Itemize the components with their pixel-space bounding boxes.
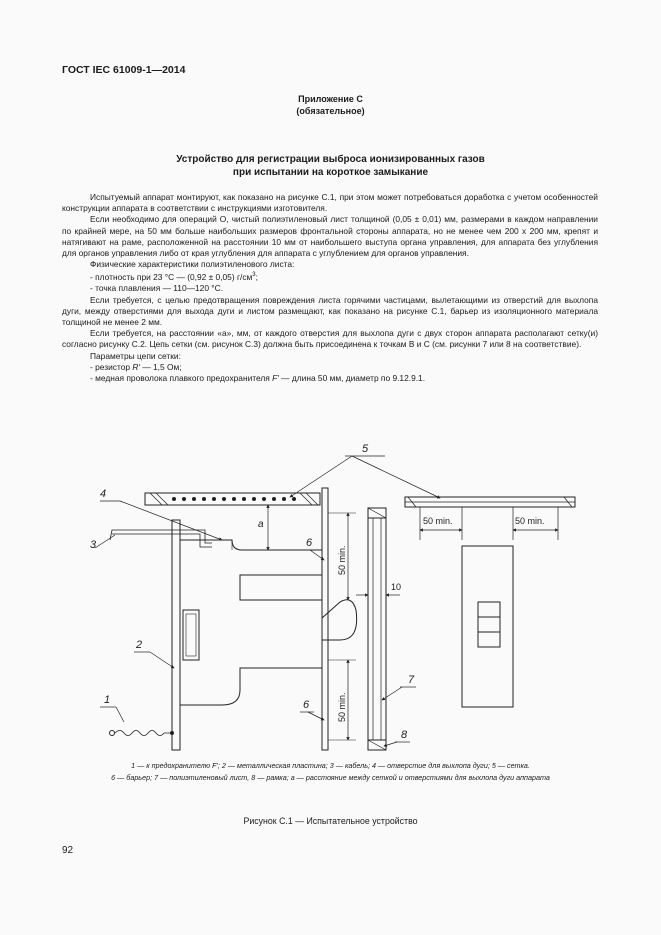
- appendix-heading: [0, 93, 661, 117]
- device-body: [180, 540, 322, 705]
- fuse-value: — длина 50 мм, диаметр по 9.12.9.1.: [278, 373, 426, 384]
- density-exponent: 3: [252, 272, 256, 279]
- label-5: 5: [362, 443, 369, 455]
- label-3: 3: [90, 539, 97, 551]
- paragraph-3: Физические характеристики полиэтиленового листа:: [90, 259, 295, 270]
- section-title-line-1: Устройство для регистрации выброса ионизированных газов: [176, 154, 485, 165]
- label-4: 4: [100, 488, 107, 500]
- fuse-wire-item: [90, 373, 598, 384]
- resistor-item: [90, 362, 598, 373]
- dim-50min-bottom: 50 min.: [337, 692, 347, 722]
- metal-plate: [172, 520, 180, 750]
- appendix-title: Приложение С: [298, 94, 363, 104]
- grid-side-view: [405, 497, 575, 540]
- legend-line-2: 6 — барьер; 7 — полиэтиленовый лист, 8 — рамка; а — расстояние между сеткой и отверстиями для выхлопа дуги аппарата: [111, 773, 550, 782]
- paragraph-1: Испытуемый аппарат монтируют, как показано на рисунке С.1, при этом может потребоваться доработка с учетом особенностей конструкции аппарата в соответствии с инструкциями изготовителя.: [62, 192, 598, 214]
- label-8: 8: [401, 729, 408, 741]
- dim-10: 10: [391, 582, 402, 592]
- paragraph-4: Если требуется, с целью предотвращения повреждения листа горячими частицами, вылетающими из отверстий для выхлопа дуги, между отверстиями для выхода дуги и листом размещают, как показано на рисунке С.1, барьер из изоляционного материала толщиной не менее 2 мм.: [62, 294, 598, 328]
- figure-legend: [0, 760, 661, 784]
- density-item: [90, 270, 598, 283]
- appendix-status: (обязательное): [296, 106, 365, 116]
- melting-point-item: - точка плавления — 110—120 °С.: [90, 283, 224, 294]
- test-device-figure: [0, 430, 661, 760]
- fuse-var: F': [272, 373, 279, 384]
- label-2: 2: [136, 639, 143, 651]
- label-6-top: 6: [306, 537, 313, 549]
- label-6-bottom: 6: [303, 699, 310, 711]
- section-title-line-2: при испытании на короткое замыкание: [232, 167, 429, 178]
- resistor-var: R': [132, 361, 140, 372]
- paragraph-6: Параметры цепи сетки:: [90, 350, 181, 361]
- dim-50min-left: 50 min.: [423, 516, 453, 526]
- resistor-value: — 1,5 Ом;: [140, 361, 182, 372]
- device-terminal: [183, 610, 199, 660]
- label-a: a: [258, 519, 264, 530]
- legend-line-1: 1 — к предохранителю F'; 2 — металлическая пластина; 3 — кабель; 4 — отверстие для выхлопа дуги; 5 — сетка.: [131, 761, 530, 770]
- paragraph-5: Если требуется, на расстоянии «а», мм, от каждого отверстия для выхлопа дуги с двух сторон аппарата располагают сетку(и) согласно рисунку С.2. Цепь сетки (см. рисунок С.3) должна быть присоединена к точкам В и С (см. рисунки 7 или 8 на соответствие).: [62, 328, 598, 350]
- label-1: 1: [104, 694, 111, 706]
- dim-50min-right: 50 min.: [515, 516, 545, 526]
- dim-50min-top: 50 min.: [337, 545, 347, 575]
- section-title: [0, 153, 661, 179]
- figure-caption: Рисунок С.1 — Испытательное устройство: [243, 816, 418, 826]
- density-end: ;: [255, 272, 258, 283]
- sheet-frame: [368, 508, 386, 750]
- standard-header: ГОСТ IEC 61009-1—2014: [62, 64, 186, 76]
- density-text: - плотность при 23 °С — (0,92 ± 0,05) г/см: [90, 272, 253, 283]
- barrier: [322, 488, 328, 750]
- page-number: 92: [62, 845, 74, 856]
- fuse-text: - медная проволока плавкого предохранителя: [90, 373, 273, 384]
- label-7: 7: [408, 674, 415, 686]
- device-front-view: [462, 546, 513, 707]
- body-text: [62, 192, 598, 384]
- grid-wire-dots: [172, 497, 296, 501]
- resistor-text: - резистор: [90, 361, 133, 372]
- paragraph-2: Если необходимо для операций О, чистый полиэтиленовый лист толщиной (0,05 ± 0,01) мм, размерами в каждом направлении по крайней мере, на 50 мм больше наибольших размеров фронтальной стороны аппарата, но не менее чем 200 х 200 мм, крепят и натягивают на раме, расположенной на расстоянии 10 мм от наибольшего выступа органа управления, для аппарата без углубления для органов управления либо от края углубления для аппарата с углублением для органов управления.: [62, 214, 598, 259]
- operating-handle: [322, 600, 357, 640]
